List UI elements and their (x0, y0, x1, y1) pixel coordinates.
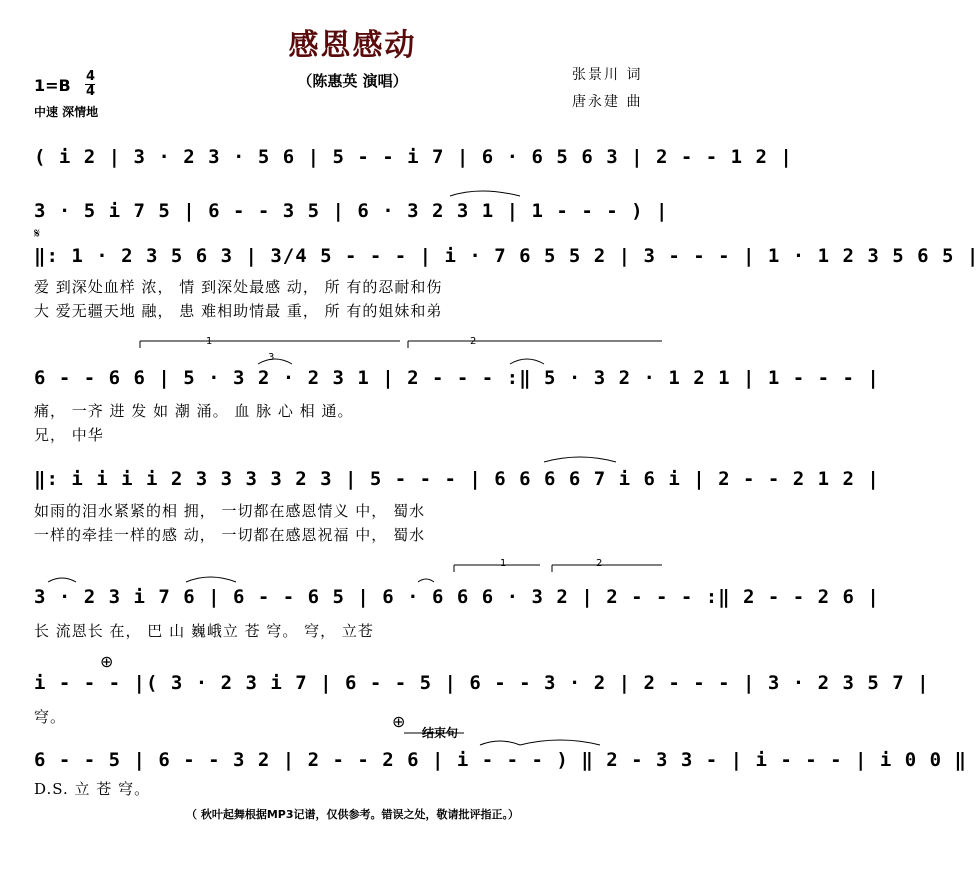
triplet-arc (258, 359, 292, 364)
footer-note: （ 秋叶起舞根据MP3记谱，仅供参考。错误之处，敬请批评指正。） (186, 808, 519, 821)
tie-arc (418, 579, 434, 582)
triplet-arc (510, 359, 544, 364)
volta-2-label: 2 (470, 336, 477, 347)
ending-label: 结束句 (422, 726, 459, 740)
notation-line-5: ‖: i i i i 2 3 3 3 3 2 3 | 5 - - - | 6 6 6 6 7 i 6 i | 2 - - 2 1 2 | (34, 468, 880, 490)
volta-1-label: 1 (206, 336, 213, 347)
tie-arc (544, 457, 616, 462)
tie-arc (520, 740, 600, 745)
segno-sign: 𝄋 (34, 226, 41, 242)
tie-arc (480, 741, 520, 745)
composer-credit: 唐永建 曲 (572, 94, 643, 110)
volta-1-label: 1 (500, 558, 507, 569)
lyric-line-5b: 一样的牵挂一样的感 动， 一切都在感恩祝福 中， 蜀水 (34, 526, 426, 544)
notation-line-4: 6 - - 6 6 | 5 · 3 2 · 2 3 1 | 2 - - - :‖ 5 · 3 2 · 1 2 1 | 1 - - - | (34, 367, 880, 389)
coda-sign: ⊕ (100, 652, 114, 671)
notation-line-2: 3 · 5 i 7 5 | 6 - - 3 5 | 6 · 3 2 3 1 | 1 - - - ) | (34, 200, 669, 222)
tempo-marking: 中速 深情地 (34, 105, 99, 119)
notation-line-1: ( i 2 | 3 · 2 3 · 5 6 | 5 - - i 7 | 6 · 6 5 6 3 | 2 - - 1 2 | (34, 146, 793, 168)
notation-line-3: ‖: 1 · 2 3 5 6 3 | 3/4 5 - - - | i · 7 6 5 5 2 | 3 - - - | 1 · 1 2 3 5 6 5 | (34, 245, 979, 267)
notation-line-8: 6 - - 5 | 6 - - 3 2 | 2 - - 2 6 | i - - - ) ‖ 2 - 3 3 - | i - - - | i 0 0 ‖ (34, 749, 967, 771)
lyric-line-4a: 痛， 一齐 进 发 如 潮 涌。 血 脉 心 相 通。 (34, 402, 354, 420)
notation-line-6: 3 · 2 3 i 7 6 | 6 - - 6 5 | 6 · 6 6 6 · 3 2 | 2 - - - :‖ 2 - - 2 6 | (34, 586, 880, 608)
lyric-line-3a: 爱 到深处血样 浓， 情 到深处最感 动， 所 有的忍耐和伤 (34, 278, 443, 296)
lyric-line-3b: 大 爱无疆天地 融， 患 难相助情最 重， 所 有的姐妹和弟 (34, 302, 443, 320)
tie-arc (450, 191, 520, 196)
performer-credit: （陈惠英 演唱） (297, 72, 408, 90)
lyric-line-8a: D.S. 立 苍 穹。 (34, 780, 151, 798)
time-signature-bottom: 4 (86, 84, 96, 99)
lyric-line-6a: 长 流恩长 在， 巴 山 巍峨立 苍 穹。 穹， 立苍 (34, 622, 374, 640)
triplet-mark: 3 (268, 352, 275, 363)
song-title: 感恩感动 (288, 28, 417, 63)
tie-arc (48, 578, 76, 582)
key-signature: 1=B (34, 76, 71, 95)
notation-line-7: i - - - |( 3 · 2 3 i 7 | 6 - - 5 | 6 - - 3 · 2 | 2 - - - | 3 · 2 3 5 7 | (34, 672, 930, 694)
lyric-line-5a: 如雨的泪水紧紧的相 拥， 一切都在感恩情义 中， 蜀水 (34, 502, 426, 520)
volta-2-label: 2 (596, 558, 603, 569)
coda-sign: ⊕ (392, 712, 406, 731)
lyric-line-7a: 穹。 (34, 708, 67, 726)
lyricist-credit: 张景川 词 (572, 67, 643, 83)
lyric-line-4b: 兄， 中华 (34, 426, 104, 444)
tie-arc (186, 577, 236, 582)
time-signature-top: 4 (86, 69, 96, 84)
